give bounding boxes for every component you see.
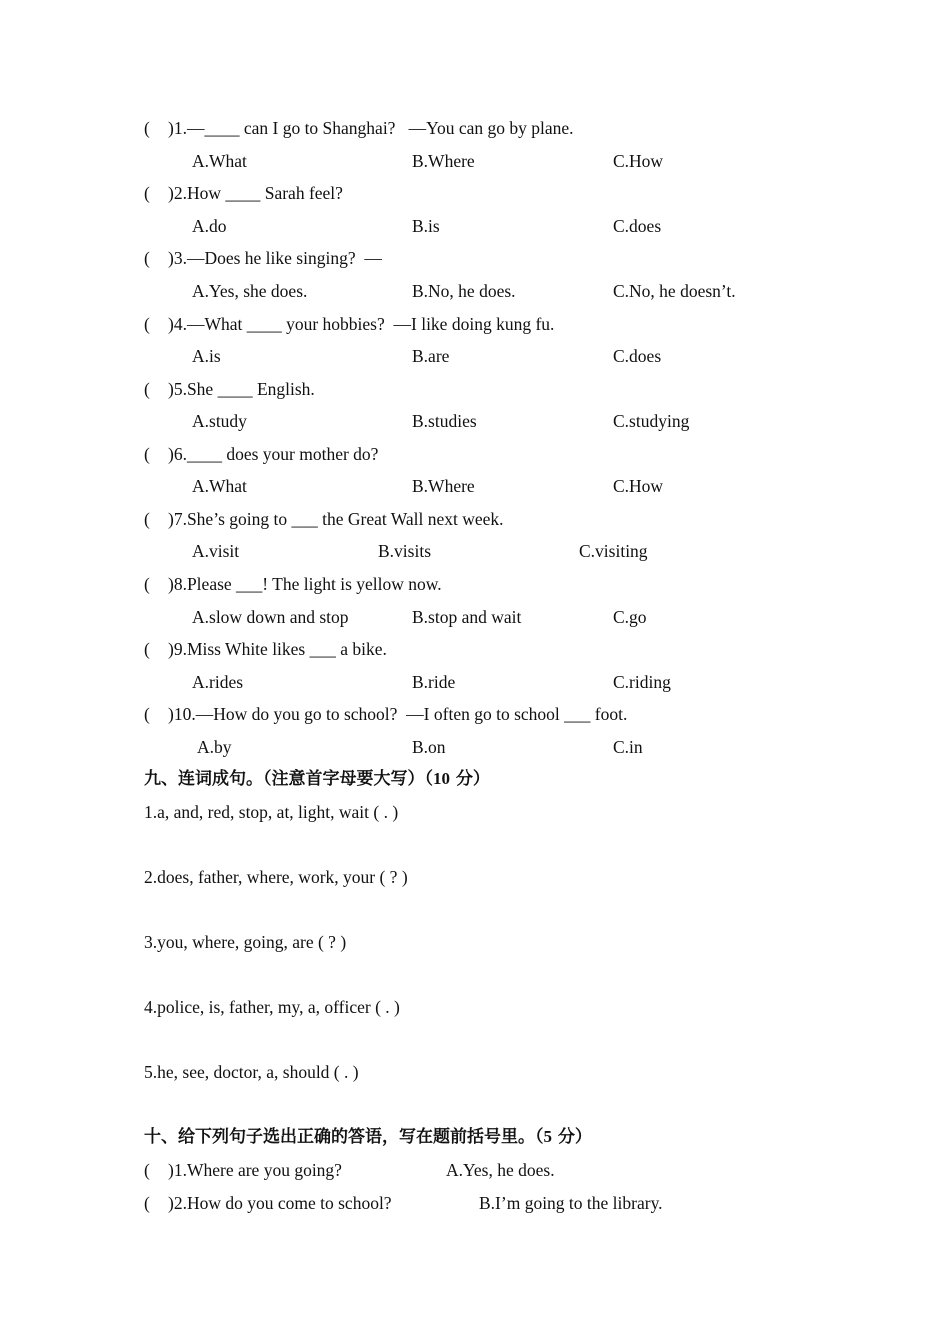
answer-bracket[interactable]: (	[144, 1160, 150, 1180]
option-a: A.study	[192, 411, 247, 431]
answer-bracket[interactable]: (	[144, 509, 150, 529]
option-c: C.riding	[613, 672, 671, 692]
answer-bracket[interactable]: (	[144, 639, 150, 659]
matching-answer-a: A.Yes, he does.	[446, 1160, 555, 1180]
answer-bracket[interactable]: (	[144, 248, 150, 268]
option-c: C.No, he doesn’t.	[613, 281, 736, 301]
option-b: B.Where	[412, 476, 475, 496]
option-b: B.on	[412, 737, 446, 757]
answer-bracket[interactable]: (	[144, 314, 150, 334]
option-c: C.does	[613, 216, 662, 236]
question-4: ( )4.—What ____ your hobbies? —I like doing kung fu.	[144, 314, 555, 334]
matching-answer-b: B.I’m going to the library.	[479, 1193, 663, 1213]
option-b: B.is	[412, 216, 440, 236]
question-7: ( )7.She’s going to ___ the Great Wall next week.	[144, 509, 504, 529]
option-b: B.are	[412, 346, 450, 366]
option-a: A.by	[197, 737, 232, 757]
answer-bracket[interactable]: (	[144, 183, 150, 203]
option-c: C.How	[613, 476, 664, 496]
sentence-item-5: 5.he, see, doctor, a, should ( . )	[144, 1062, 359, 1082]
option-b: B.visits	[378, 541, 432, 561]
option-a: A.Yes, she does.	[192, 281, 308, 301]
option-c: C.visiting	[579, 541, 648, 561]
question-10: ( )10.—How do you go to school? —I often go to school ___ foot.	[144, 704, 628, 724]
option-b: B.studies	[412, 411, 477, 431]
answer-bracket[interactable]: (	[144, 574, 150, 594]
answer-bracket[interactable]: (	[144, 379, 150, 399]
question-6: ( )6.____ does your mother do?	[144, 444, 379, 464]
sentence-item-2: 2.does, father, where, work, your ( ? )	[144, 867, 408, 887]
answer-bracket[interactable]: (	[144, 1193, 150, 1213]
option-c: C.in	[613, 737, 643, 757]
section-9-title: 九、连词成句。（注意首字母要大写）（10 分）	[144, 769, 490, 789]
sentence-item-1: 1.a, and, red, stop, at, light, wait ( . )	[144, 802, 399, 822]
answer-bracket[interactable]: (	[144, 704, 150, 724]
question-9: ( )9.Miss White likes ___ a bike.	[144, 639, 387, 659]
option-b: B.ride	[412, 672, 456, 692]
question-8: ( )8.Please ___! The light is yellow now.	[144, 574, 442, 594]
section-10-title: 十、给下列句子选出正确的答语，写在题前括号里。（5 分）	[144, 1127, 592, 1147]
question-2: ( )2.How ____ Sarah feel?	[144, 183, 343, 203]
question-1: ( )1.—____ can I go to Shanghai? —You can go by plane.	[144, 118, 574, 138]
answer-bracket[interactable]: (	[144, 118, 150, 138]
option-a: A.slow down and stop	[192, 607, 349, 627]
option-a: A.What	[192, 151, 247, 171]
option-c: C.studying	[613, 411, 690, 431]
answer-bracket[interactable]: (	[144, 444, 150, 464]
question-5: ( )5.She ____ English.	[144, 379, 315, 399]
option-b: B.No, he does.	[412, 281, 516, 301]
option-c: C.does	[613, 346, 662, 366]
question-3: ( )3.—Does he like singing? —	[144, 248, 382, 268]
option-a: A.rides	[192, 672, 244, 692]
option-a: A.is	[192, 346, 221, 366]
option-c: C.go	[613, 607, 647, 627]
matching-question-1: ( )1.Where are you going?	[144, 1160, 342, 1180]
matching-question-2: ( )2.How do you come to school?	[144, 1193, 392, 1213]
sentence-item-3: 3.you, where, going, are ( ? )	[144, 932, 347, 952]
option-c: C.How	[613, 151, 664, 171]
option-a: A.visit	[192, 541, 240, 561]
option-b: B.stop and wait	[412, 607, 522, 627]
option-b: B.Where	[412, 151, 475, 171]
option-a: A.do	[192, 216, 227, 236]
sentence-item-4: 4.police, is, father, my, a, officer ( . )	[144, 997, 400, 1017]
option-a: A.What	[192, 476, 247, 496]
